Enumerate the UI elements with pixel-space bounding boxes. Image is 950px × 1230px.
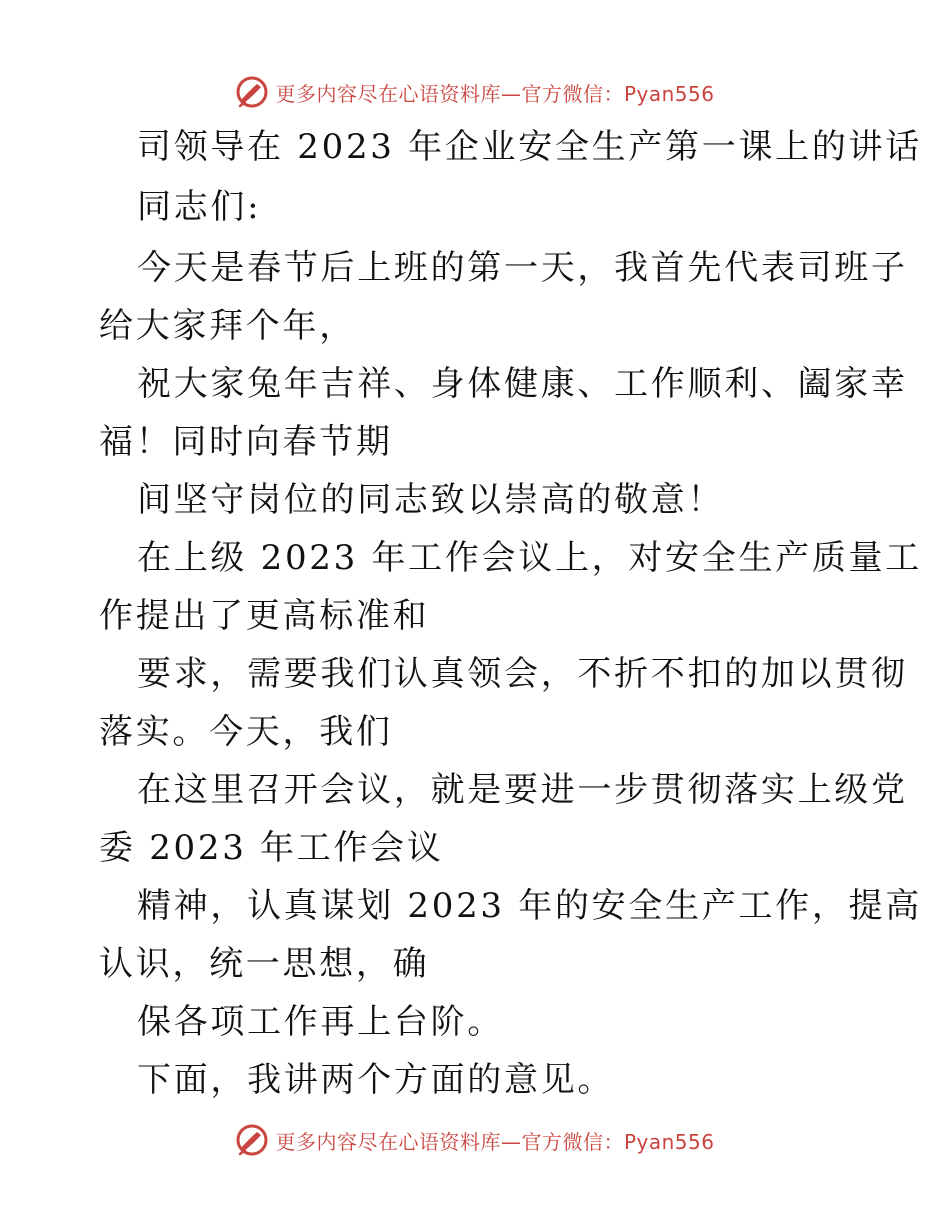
watermark-text: 更多内容尽在心语资料库—官方微信：Pyan556 <box>275 81 715 106</box>
paragraph-line: 作提出了更高标准和 <box>99 596 430 636</box>
paragraph-line: 今天是春节后上班的第一天，我首先代表司班子 <box>137 248 908 288</box>
paragraph-line: 在这里召开会议，就是要进一步贯彻落实上级党 <box>137 770 908 810</box>
paragraph-line: 精神，认真谋划 2023 年的安全生产工作，提高 <box>137 886 922 926</box>
paragraph-line: 下面，我讲两个方面的意见。 <box>137 1060 615 1100</box>
paragraph-line: 给大家拜个年， <box>99 306 356 346</box>
paragraph-line: 落实。今天，我们 <box>99 712 393 752</box>
paragraph-line: 认识，统一思想，确 <box>99 944 430 984</box>
paragraph-line: 祝大家兔年吉祥、身体健康、工作顺利、阖家幸 <box>137 364 908 404</box>
paragraph-line: 福！同时向春节期 <box>99 422 393 462</box>
footer-watermark <box>0 1120 950 1160</box>
paragraph-line: 在上级 2023 年工作会议上，对安全生产质量工 <box>137 538 922 578</box>
paragraph-line: 要求，需要我们认真领会，不折不扣的加以贯彻 <box>137 654 908 694</box>
paragraph-line: 委 2023 年工作会议 <box>99 828 444 868</box>
watermark-text: 更多内容尽在心语资料库—官方微信：Pyan556 <box>275 1129 715 1154</box>
salutation: 同志们: <box>137 187 262 227</box>
document-title: 司领导在 2023 年企业安全生产第一课上的讲话 <box>137 127 922 167</box>
paragraph-line: 保各项工作再上台阶。 <box>137 1002 504 1042</box>
pen-logo-icon <box>235 1123 269 1157</box>
paragraph-line: 间坚守岗位的同志致以崇高的敬意！ <box>137 480 725 520</box>
